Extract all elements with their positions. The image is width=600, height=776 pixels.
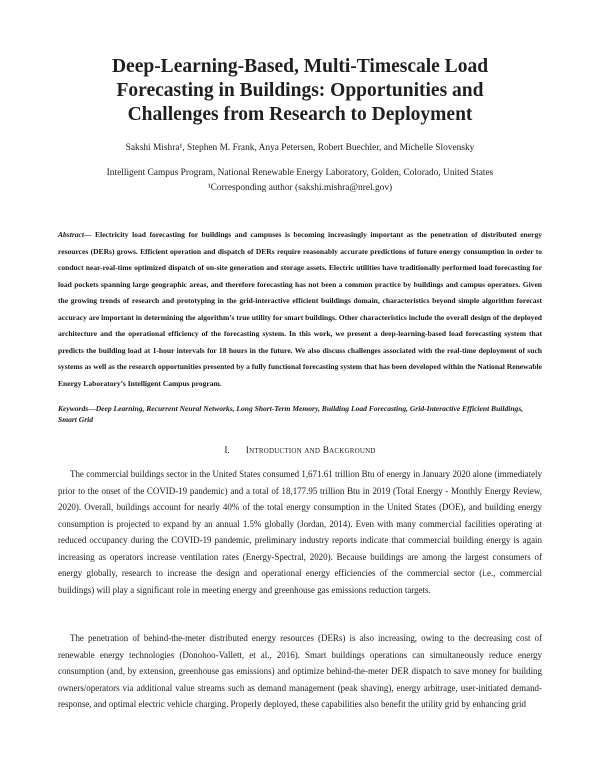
section-title: Introduction and Background <box>245 446 376 456</box>
title-line: Deep-Learning-Based, Multi-Timescale Load <box>111 56 489 77</box>
affiliation: Intelligent Campus Program, National Renewable Energy Laboratory, Golden, Colorado, United States <box>106 168 494 178</box>
body-paragraph: The penetration of behind-the-meter distributed energy resources (DERs) is also increasing, owing to the decreasing cost of renewable energy technologies (Donohoo-Vallett, et al., 2016). Smart buildings operations can simultaneously reduce energy consumption (and, by extension, greenhouse gas emissions) and optimize behind-the-meter DER dispatch to save money for building owners/operators via additional value streams such as demand management (peak shaving), energy arbitrage, user-initiated demand-response, and optimal electric vehicle charging. Properly deployed, these capabilities also benefit the utility grid by enhancing grid <box>58 633 542 709</box>
abstract-label: Abstract— <box>58 230 92 239</box>
author-list: Sakshi Mishra¹, Stephen M. Frank, Anya Petersen, Robert Buechler, and Michelle Slovensky <box>125 143 475 153</box>
corresponding-author: ¹Corresponding author (sakshi.mishra@nrel.gov) <box>207 183 393 193</box>
abstract-text: Electricity load forecasting for buildings and campuses is becoming increasingly important as the penetration of distributed energy resources (DERs) grows. Efficient operation and dispatch of DERs require reasonably accurate predictions of future energy consumption in order to conduct near-real-time optimized dispatch of on-site generation and storage assets. Electric utilities have traditionally performed load forecasting for load pockets spanning large geographic areas, and therefore forecasting has not been a common practice by buildings and campus operators. Given the growing trends of research and prototyping in the grid-interactive efficient buildings domain, characteristics beyond simple algorithm forecast accuracy are important in determining the algorithm’s true utility for smart buildings. Other characteristics include the overall design of the deployed architecture and the operational efficiency of the forecasting system. In this work, we present a deep-learning-based load forecasting system that predicts the building load at 1-hour intervals for 18 hours in the future. We also discuss challenges associated with the real-time deployment of such systems as well as the research opportunities presented by a fully functional forecasting system that has been developed within the National Renewable Energy Laboratory’s Intelligent Campus program. <box>58 230 542 388</box>
abstract <box>58 227 542 392</box>
body-paragraph: The commercial buildings sector in the United States consumed 1,671.61 trillion Btu of energy in January 2020 alone (immediately prior to the onset of the COVID-19 pandemic) and a total of 18,177.95 trillion Btu in 2019 (Total Energy - Monthly Energy Review, 2020). Overall, buildings account for nearly 40% of the total energy consumption in the United States (DOE), and building energy consumption is projected to expand by an annual 1.5% globally (Jordan, 2014). Even with many commercial facilities operating at reduced occupancy during the COVID-19 pandemic, preliminary industry reports indicate that commercial building energy is again increasing as operators increase ventilation rates (Energy-Spectral, 2020). Because buildings are among the largest consumers of energy globally, research to increase the design and operational energy efficiencies of the commercial sector (i.e., commercial buildings) will play a significant role in meeting energy and greenhouse gas emissions reduction targets. <box>58 469 542 595</box>
affiliation-block <box>40 166 560 196</box>
section-number: I. <box>224 446 230 456</box>
keywords: Keywords—Deep Learning, Recurrent Neural Networks, Long Short-Term Memory, Building Load Forecasting, Grid-Interactive Efficient Buildings, Smart Grid <box>58 404 524 424</box>
paper-title <box>60 55 540 127</box>
title-line: Challenges from Research to Deployment <box>127 104 473 125</box>
section-heading <box>0 446 600 456</box>
title-line: Forecasting in Buildings: Opportunities and <box>116 80 484 101</box>
